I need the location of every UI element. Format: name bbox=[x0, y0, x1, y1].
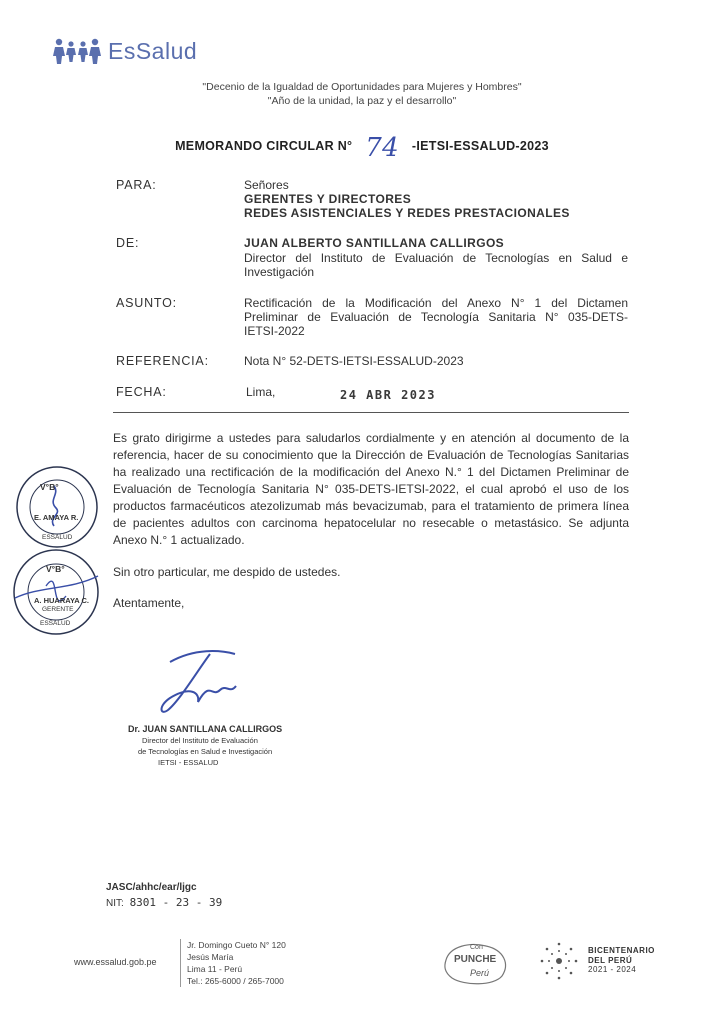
de-role-line2: Investigación bbox=[244, 265, 315, 279]
memo-body: Es grato dirigirme a ustedes para saludarlos cordialmente y en atención al documento de la referencia, hacer de su conocimiento que la Dirección de Evaluación de Tecnologías Sanitarias ha realizado una rectificación de la modificación del Anexo N.° 1 del Dictamen Preliminar de Evaluación de Tecnología Sanitaria N° 035-DETS-IETSI-2022, el cual aprobó el uso de los productos farmacéuticos atezolizumab más bevacizumab, para el tratamiento de primera línea de pacientes adultos con carcinoma hepatocelular no resecable o metastásico. Se adjunta Anexo N.° 1 actualizado. bbox=[113, 431, 629, 547]
signer-org: IETSI - ESSALUD bbox=[158, 758, 219, 767]
memo-title-prefix: MEMORANDO CIRCULAR N° bbox=[175, 139, 353, 153]
memo-title bbox=[0, 133, 724, 163]
signature-icon bbox=[150, 640, 260, 730]
de-name: JUAN ALBERTO SANTILLANA CALLIRGOS bbox=[244, 236, 505, 250]
motto-decade: "Decenio de la Igualdad de Oportunidades para Mujeres y Hombres" bbox=[202, 81, 522, 93]
stamp1-name: E. AMAYA R. bbox=[34, 513, 79, 522]
bicentenario-emblem bbox=[536, 938, 582, 984]
header-divider bbox=[113, 412, 629, 413]
badge-text-1: Con bbox=[470, 944, 483, 951]
para-label: PARA: bbox=[116, 178, 157, 192]
signer-role-1: Director del Instituto de Evaluación bbox=[142, 736, 258, 745]
bicent-line2: DEL PERÚ bbox=[588, 955, 633, 965]
de-label: DE: bbox=[116, 236, 140, 250]
approval-stamp-1 bbox=[14, 464, 100, 550]
bicentenario-text bbox=[588, 946, 655, 975]
para-networks: REDES ASISTENCIALES Y REDES PRESTACIONALES bbox=[244, 206, 570, 220]
referencia-value: Nota N° 52-DETS-IETSI-ESSALUD-2023 bbox=[244, 354, 464, 368]
badge-text-2: PUNCHE bbox=[454, 954, 497, 965]
address-street: Jr. Domingo Cueto N° 120 bbox=[187, 940, 286, 950]
stamp2-vb: V°B° bbox=[46, 564, 65, 574]
fecha-city: Lima, bbox=[246, 385, 276, 399]
asunto-line1: Rectificación de la Modificación del Anexo N° 1 del Dictamen bbox=[244, 296, 628, 310]
sunburst-icon bbox=[536, 938, 582, 984]
essalud-logo bbox=[52, 34, 202, 68]
handwritten-signature bbox=[150, 640, 260, 730]
de-role-line1: Director del Instituto de Evaluación de Tecnologías en Salud e bbox=[244, 251, 628, 265]
badge-text-3: Perú bbox=[470, 968, 490, 978]
closing-line: Sin otro particular, me despido de ustedes. bbox=[113, 565, 341, 579]
signer-name: Dr. JUAN SANTILLANA CALLIRGOS bbox=[128, 724, 283, 734]
reference-initials: JASC/ahhc/ear/ljgc bbox=[106, 882, 197, 893]
stamp2-org: ESSALUD bbox=[40, 620, 71, 627]
address-city: Lima 11 - Perú bbox=[187, 964, 243, 974]
fecha-label: FECHA: bbox=[116, 385, 167, 399]
logo-wordmark: EsSalud bbox=[108, 37, 198, 64]
address-phone: Tel.: 265-6000 / 265-7000 bbox=[187, 976, 284, 986]
stamp2-role: GERENTE bbox=[42, 606, 74, 613]
nit-row bbox=[106, 896, 222, 909]
nit-label: NIT: bbox=[106, 898, 124, 909]
bicent-line1: BICENTENARIO bbox=[588, 946, 655, 955]
address-district: Jesús María bbox=[187, 952, 234, 962]
asunto-line2: Preliminar de Evaluación de Tecnología Sanitaria N° 035-DETS- bbox=[244, 310, 628, 324]
approval-stamp-2 bbox=[10, 546, 102, 638]
para-recipients: GERENTES Y DIRECTORES bbox=[244, 192, 412, 206]
closing-regards: Atentamente, bbox=[113, 596, 185, 610]
para-salutation: Señores bbox=[244, 178, 289, 192]
signature-block bbox=[128, 724, 282, 768]
date-stamp: 24 ABR 2023 bbox=[340, 388, 436, 402]
footer-address bbox=[180, 939, 286, 987]
signer-role-2: de Tecnologías en Salud e Investigación bbox=[138, 747, 273, 756]
bicent-years: 2021 - 2024 bbox=[588, 965, 637, 974]
family-icon bbox=[52, 36, 104, 66]
asunto-line3: IETSI-2022 bbox=[244, 324, 305, 338]
asunto-label: ASUNTO: bbox=[116, 296, 177, 310]
memo-title-suffix: -IETSI-ESSALUD-2023 bbox=[411, 139, 549, 153]
stamp1-org: ESSALUD bbox=[42, 534, 73, 541]
footer-url[interactable]: www.essalud.gob.pe bbox=[74, 957, 157, 967]
punche-peru-badge bbox=[440, 938, 514, 988]
stamp1-vb: V°B° bbox=[40, 482, 59, 492]
motto-year: "Año de la unidad, la paz y el desarrollo" bbox=[267, 95, 457, 107]
memo-number-handwritten: 74 bbox=[365, 133, 399, 163]
nit-value: 8301 - 23 - 39 bbox=[129, 896, 223, 909]
referencia-label: REFERENCIA: bbox=[116, 354, 209, 368]
stamp2-name: A. HUARAYA C. bbox=[34, 596, 90, 605]
